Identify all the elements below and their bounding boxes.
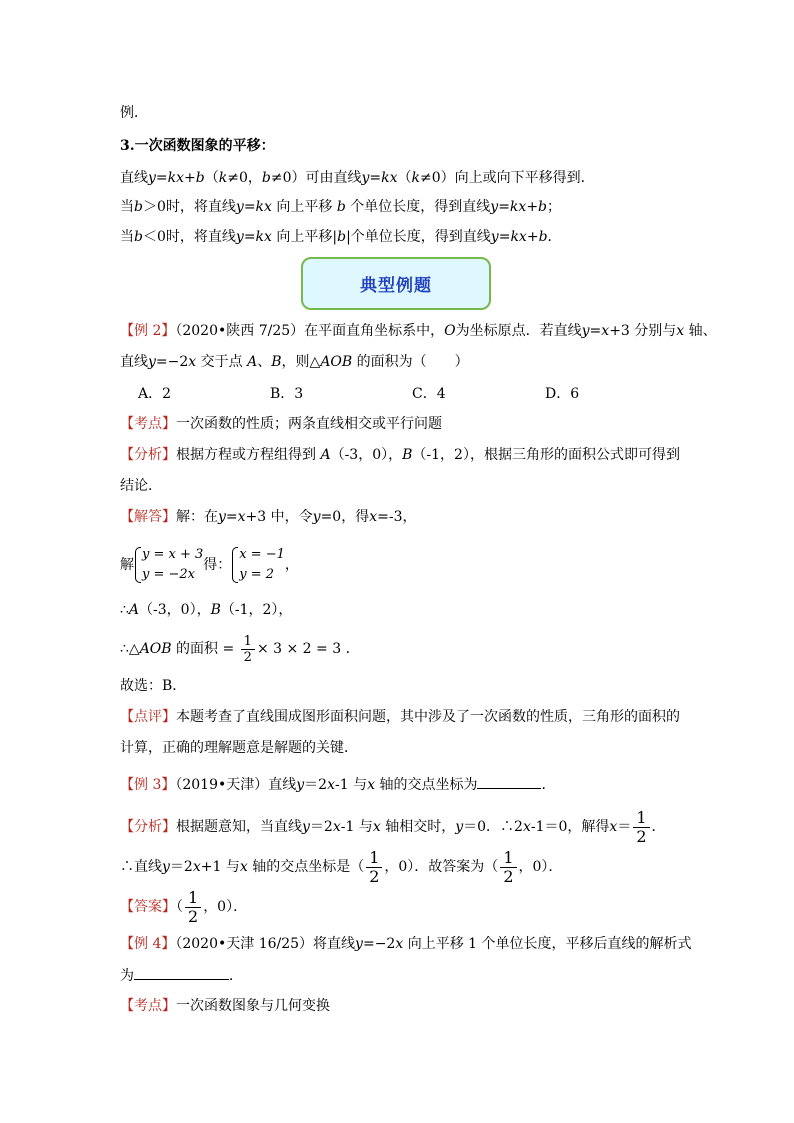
example-3-fenxi-line-1 <box>120 808 666 846</box>
text-run: 当 <box>120 229 134 245</box>
text-run: ． <box>541 777 556 793</box>
text-run: ＞0时，将直线 <box>142 199 236 215</box>
math-var: y <box>490 199 499 215</box>
answer-choice: 故选：B． <box>120 678 187 694</box>
equation: x = −1 <box>239 547 285 562</box>
text-run: ． <box>547 229 562 245</box>
jieda-tag: 【解答】 <box>120 509 176 525</box>
math-var: y <box>162 859 170 875</box>
text-run: + <box>526 199 539 215</box>
fenxi-tag: 【分析】 <box>120 447 176 463</box>
text-run: （-1，2）， <box>220 602 293 618</box>
dianping-text: 本题考查了直线围成图形面积问题，其中涉及了一次函数的性质，三角形的面积的 <box>176 709 680 725</box>
text-run: ． <box>229 968 243 984</box>
math-var: x <box>327 777 335 793</box>
math-var: B <box>210 602 221 618</box>
text-run: （-1，2），根据三角形的面积公式即可得到 <box>412 447 680 463</box>
text-run: （ <box>204 170 219 186</box>
math-var: y <box>312 509 321 525</box>
text-run: （ <box>176 899 183 915</box>
math-var: AOB <box>139 641 172 657</box>
text-run: （2020•天津 16/25）将直线 <box>175 936 356 952</box>
math-var: y <box>361 170 370 186</box>
fraction-denominator: 2 <box>503 866 514 886</box>
text-run: ，0）．故答案为（ <box>384 859 499 875</box>
text-run: = <box>155 170 168 186</box>
text-run: +1 与 <box>200 859 240 875</box>
math-var: b <box>336 199 346 215</box>
option-a: A．2 <box>138 386 172 402</box>
text-run: 直线 <box>120 170 148 186</box>
text-run: = <box>243 199 256 215</box>
text-run: ∴直线 <box>120 859 162 875</box>
fraction <box>500 847 516 886</box>
math-var: k <box>411 170 421 186</box>
text-run: ，0）． <box>518 859 563 875</box>
math-var: x <box>192 859 201 875</box>
text-run: = <box>243 229 256 245</box>
equation: y = x + 3 <box>142 547 204 562</box>
fraction <box>366 847 382 886</box>
answer-tag: 【答案】 <box>120 899 176 915</box>
math-var: kx <box>381 170 398 186</box>
math-var: x <box>372 819 381 835</box>
text-run: |个单位长度，得到直线 <box>346 229 491 245</box>
text-run: +3 分别与 <box>609 323 677 339</box>
math-var: y <box>302 819 310 835</box>
math-var: kx <box>510 229 527 245</box>
kaodian-text: 一次函数图象与几何变换 <box>176 998 330 1014</box>
fraction-numerator: 1 <box>633 810 649 828</box>
equation-system <box>134 545 203 585</box>
text-run: 轴的交点坐标是（ <box>247 859 365 875</box>
section-text-line-2 <box>120 197 561 217</box>
example-4-kaodian <box>120 996 330 1016</box>
text-run: = <box>498 229 511 245</box>
math-var: x <box>332 819 341 835</box>
fraction-numerator: 1 <box>185 890 201 908</box>
text-run: × 3 × 2 = 3 ． <box>256 641 360 657</box>
equation: y = −2x <box>142 567 195 582</box>
fraction <box>633 807 649 846</box>
math-var: x <box>522 819 531 835</box>
text-run: 向上平移 <box>271 199 337 215</box>
text-run: ＝0．∴2 <box>463 819 523 835</box>
dianping-tag: 【点评】 <box>120 709 176 725</box>
kaodian-tag: 【考点】 <box>120 998 176 1014</box>
math-var: y <box>355 936 363 952</box>
text-run: ＝ <box>617 819 632 835</box>
math-var: b <box>195 170 205 186</box>
example-2-fenxi-line-2 <box>120 476 162 496</box>
text-run: ＝2 <box>169 859 193 875</box>
text-run: 的面积为（ ） <box>352 354 469 370</box>
section-title-text: 3.一次函数图象的平移： <box>120 138 275 154</box>
text-run: 交于点 <box>196 354 248 370</box>
text-run: 为 <box>120 968 134 984</box>
text-run: =-3， <box>377 509 417 525</box>
answer-blank <box>477 774 541 789</box>
text-run: ， <box>284 557 299 573</box>
math-var: b <box>538 229 548 245</box>
math-var: x <box>237 509 246 525</box>
math-var: kx <box>255 199 272 215</box>
math-var: x <box>188 354 197 370</box>
math-var: AOB <box>320 354 353 370</box>
math-var: kx <box>509 199 527 215</box>
text-run: ∴ <box>120 602 129 618</box>
math-var: y <box>581 323 590 339</box>
area-line <box>120 632 360 666</box>
text-run: （ <box>397 170 412 186</box>
text-run: 当 <box>120 199 134 215</box>
fraction-denominator: 2 <box>636 826 647 846</box>
math-var: y <box>218 509 226 525</box>
example-2-options <box>120 384 620 404</box>
text-run: +3 中，令 <box>245 509 313 525</box>
text-run: 直线 <box>120 354 148 370</box>
kaodian-text: 一次函数的性质；两条直线相交或平行问题 <box>176 416 442 432</box>
paragraph-tail <box>120 103 148 123</box>
example-2-dianping-line-2 <box>120 738 358 758</box>
text-run: = <box>589 323 602 339</box>
math-var: O <box>444 323 456 339</box>
text-run: 根据题意知，当直线 <box>176 819 302 835</box>
math-var: y <box>148 170 156 186</box>
text-run: 轴相交时， <box>380 819 456 835</box>
math-var: A <box>247 354 258 370</box>
math-var: y <box>235 229 244 245</box>
text-run: ． <box>651 819 666 835</box>
example-2-dianping-line-1 <box>120 707 680 727</box>
example-tag: 【例 2】 <box>120 323 176 339</box>
math-var: x <box>676 323 685 339</box>
text-run: =0，得 <box>320 509 370 525</box>
text-run: = <box>225 509 238 525</box>
math-var: b <box>337 229 347 245</box>
math-var: b <box>261 170 271 186</box>
equation-system-line <box>120 543 299 587</box>
math-var: kx <box>167 170 185 186</box>
example-3-fenxi-line-2 <box>120 848 562 886</box>
text-run: ≠0）可由直线 <box>270 170 362 186</box>
dianping-text: 计算，正确的理解题意是解题的关键． <box>120 740 358 756</box>
option-b: B．3 <box>270 386 304 402</box>
fenxi-tag: 【分析】 <box>120 819 176 835</box>
fraction-denominator: 2 <box>369 866 380 886</box>
text-run: 解：在 <box>176 509 218 525</box>
text-run: 解 <box>120 557 134 573</box>
math-var: A <box>320 447 331 463</box>
math-var: B <box>402 447 413 463</box>
math-var: k <box>218 170 228 186</box>
text-run: = <box>498 199 510 215</box>
text-run: ＜0时，将直线 <box>142 229 236 245</box>
example-2-fenxi-line-1 <box>120 445 680 465</box>
text-run: 向上平移| <box>271 229 338 245</box>
section-text-line-1 <box>120 168 595 188</box>
fraction-numerator: 1 <box>366 850 382 868</box>
example-3-line-1 <box>120 774 555 795</box>
points-line <box>120 600 292 620</box>
text-run: -1 与 <box>340 819 373 835</box>
example-3-answer <box>120 888 247 926</box>
text-run: -1 与 <box>335 777 368 793</box>
math-var: b <box>134 229 143 245</box>
fraction-numerator: 1 <box>500 850 516 868</box>
example-2-kaodian <box>120 414 442 434</box>
example-4-line-2 <box>120 965 243 986</box>
text-run: ∴△ <box>120 641 140 657</box>
banner-title: 典型例题 <box>360 276 432 296</box>
text-run: （2019•天津）直线 <box>175 777 297 793</box>
fenxi-text: 结论． <box>120 478 162 494</box>
math-var: x <box>239 859 248 875</box>
section-text-line-3 <box>120 227 562 247</box>
text-run: -1＝0，解得 <box>530 819 610 835</box>
text-run: （-3，0）， <box>330 447 403 463</box>
example-tag: 【例 3】 <box>120 777 176 793</box>
text-run: ＝2 <box>309 819 333 835</box>
text-run: 向上平移 1 个单位长度，平移后直线的解析式 <box>403 936 692 952</box>
math-var: x <box>609 819 618 835</box>
text-run: =−2 <box>362 936 396 952</box>
math-var: A <box>128 602 140 618</box>
text-run: ； <box>547 199 562 215</box>
text-run: =−2 <box>155 354 189 370</box>
example-2-jieda-line-1 <box>120 507 417 527</box>
math-var: x <box>601 323 610 339</box>
answer-choice-line <box>120 676 186 696</box>
paragraph-tail-text: 例． <box>120 105 148 121</box>
text-run: + <box>184 170 196 186</box>
kaodian-tag: 【考点】 <box>120 416 176 432</box>
text-run: ＝2 <box>304 777 328 793</box>
math-var: y <box>148 354 156 370</box>
math-var: x <box>395 936 404 952</box>
math-var: B <box>271 354 282 370</box>
solution-system <box>231 545 285 585</box>
math-var: y <box>235 199 244 215</box>
text-run: ，0）． <box>203 899 248 915</box>
math-var: y <box>490 229 499 245</box>
example-2-line-2 <box>120 352 469 372</box>
text-run: ≠0）向上或向下平移得到． <box>420 170 595 186</box>
section-title <box>120 136 275 156</box>
equation: y = 2 <box>239 567 275 582</box>
section-banner <box>301 257 491 310</box>
example-tag: 【例 4】 <box>120 936 176 952</box>
text-run: 根据方程或方程组得到 <box>176 447 321 463</box>
text-run: ≠0， <box>227 170 262 186</box>
fraction <box>185 887 201 926</box>
option-c: C．4 <box>412 386 446 402</box>
answer-blank <box>134 965 229 980</box>
text-run: （-3，0）， <box>139 602 211 618</box>
math-var: b <box>538 199 548 215</box>
fraction <box>241 635 255 664</box>
text-run: 的面积 = <box>171 641 239 657</box>
math-var: y <box>296 777 305 793</box>
text-run: ，则△ <box>281 354 321 370</box>
text-run: 轴、 <box>684 323 717 339</box>
fraction-numerator: 1 <box>241 635 255 650</box>
math-var: y <box>455 819 464 835</box>
example-4-line-1 <box>120 934 692 954</box>
text-run: + <box>526 229 539 245</box>
text-run: 得： <box>203 557 232 573</box>
text-run: 、 <box>257 354 272 370</box>
fraction-denominator: 2 <box>243 649 252 665</box>
math-var: kx <box>255 229 272 245</box>
text-run: 轴的交点坐标为 <box>375 777 478 793</box>
math-var: x <box>367 777 375 793</box>
option-d: D．6 <box>545 386 580 402</box>
text-run: 为坐标原点．若直线 <box>455 323 582 339</box>
example-2-line-1 <box>120 321 717 341</box>
math-var: x <box>369 509 378 525</box>
text-run: = <box>369 170 382 186</box>
text-run: 个单位长度，得到直线 <box>345 199 491 215</box>
math-var: b <box>134 199 143 215</box>
fraction-denominator: 2 <box>188 906 199 926</box>
text-run: （2020•陕西 7/25）在平面直角坐标系中， <box>175 323 445 339</box>
